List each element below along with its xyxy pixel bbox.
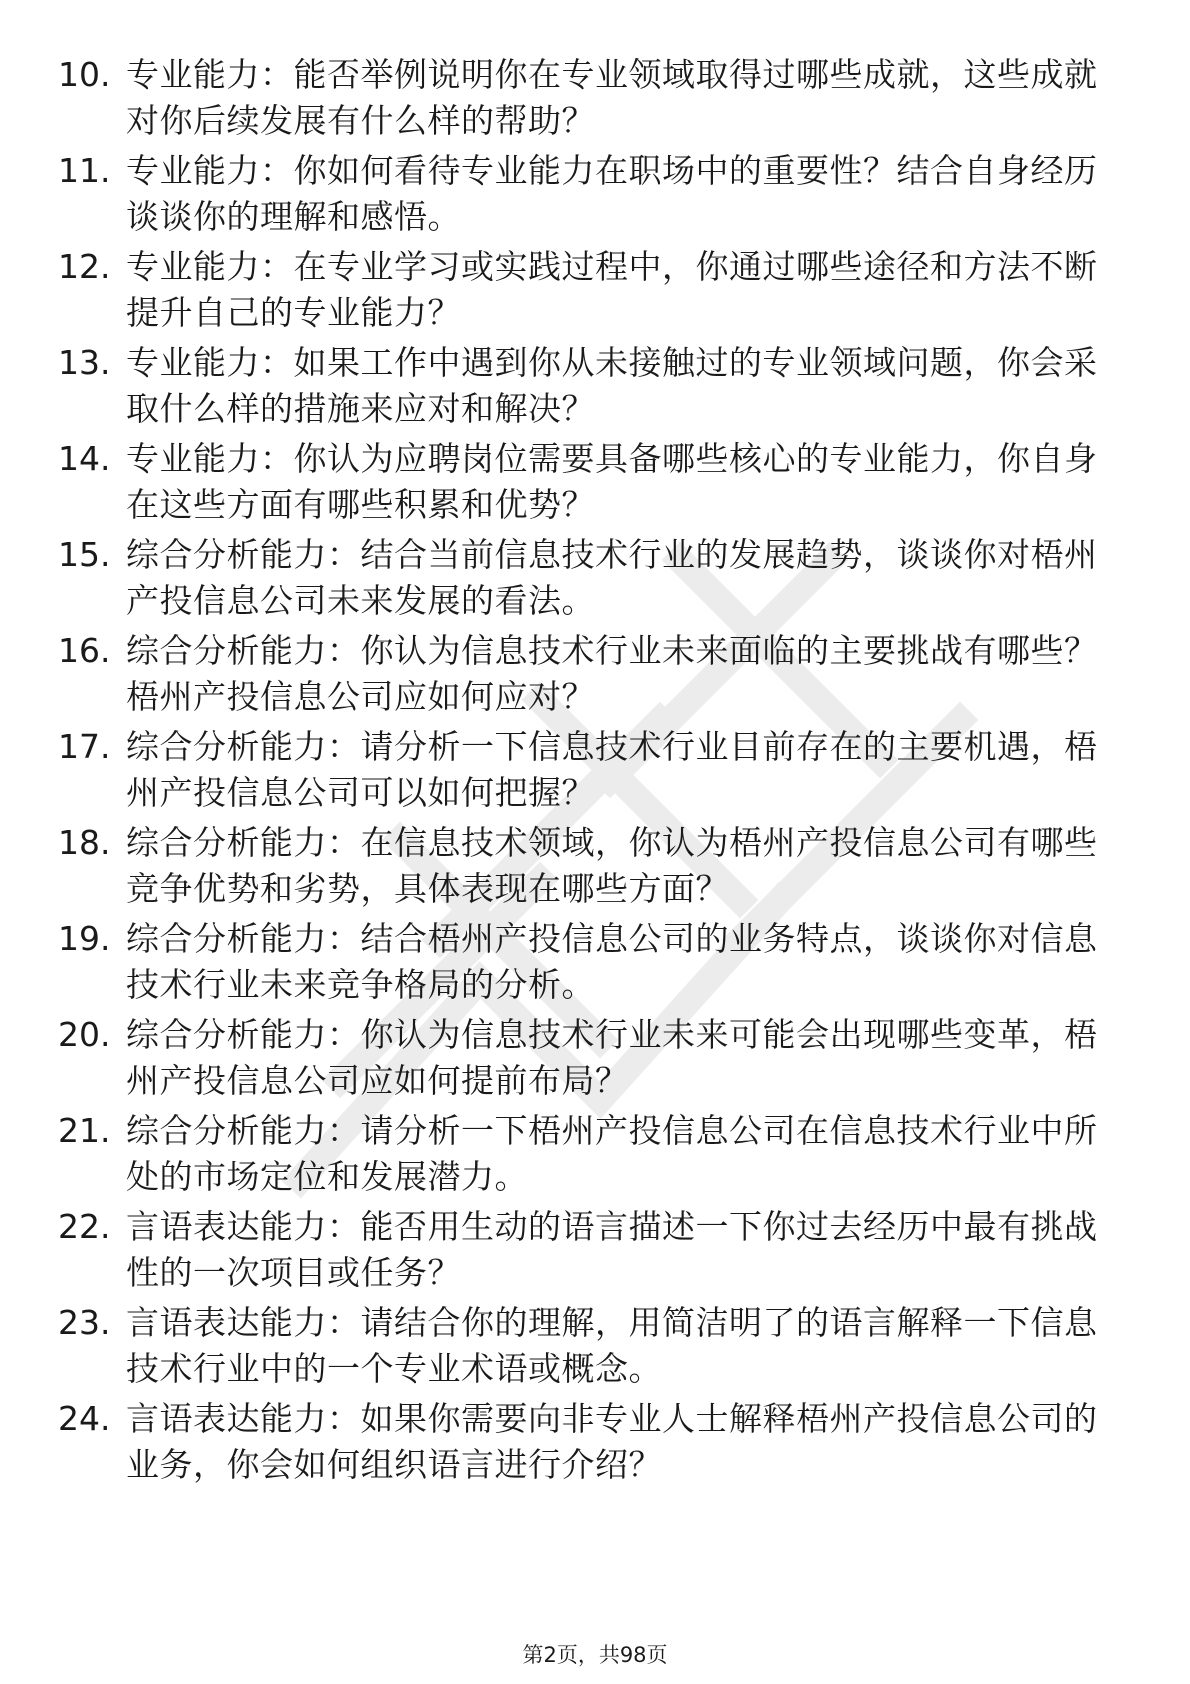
question-number: 20. — [58, 1015, 111, 1054]
list-item — [58, 1108, 1138, 1204]
list-item — [58, 724, 1138, 820]
question-text: 综合分析能力：请分析一下信息技术行业目前存在的主要机遇，梧州产投信息公司可以如何把握？ — [126, 727, 1098, 812]
question-number: 22. — [58, 1207, 111, 1246]
question-text: 专业能力：在专业学习或实践过程中，你通过哪些途径和方法不断提升自己的专业能力？ — [126, 247, 1098, 332]
question-number: 13. — [58, 343, 111, 382]
question-number: 11. — [58, 151, 111, 190]
question-text: 专业能力：你认为应聘岗位需要具备哪些核心的专业能力，你自身在这些方面有哪些积累和优势？ — [126, 439, 1098, 524]
question-number: 24. — [58, 1399, 111, 1438]
list-item — [58, 244, 1138, 340]
page-number-label: 第2页，共98页 — [522, 1643, 668, 1667]
question-number: 12. — [58, 247, 111, 286]
question-number: 17. — [58, 727, 111, 766]
page-footer — [0, 1639, 1190, 1669]
question-text: 专业能力：你如何看待专业能力在职场中的重要性？结合自身经历谈谈你的理解和感悟。 — [126, 151, 1098, 236]
list-item — [58, 148, 1138, 244]
list-item — [58, 1300, 1138, 1396]
question-text: 专业能力：能否举例说明你在专业领域取得过哪些成就，这些成就对你后续发展有什么样的帮助？ — [126, 55, 1098, 140]
question-number: 19. — [58, 919, 111, 958]
list-item — [58, 52, 1138, 148]
question-number: 23. — [58, 1303, 111, 1342]
list-item — [58, 1204, 1138, 1300]
question-number: 15. — [58, 535, 111, 574]
list-item — [58, 532, 1138, 628]
list-item — [58, 1396, 1138, 1492]
question-list — [58, 52, 1138, 1492]
question-number: 10. — [58, 55, 111, 94]
list-item — [58, 916, 1138, 1012]
list-item — [58, 628, 1138, 724]
question-number: 16. — [58, 631, 111, 670]
question-text: 综合分析能力：结合当前信息技术行业的发展趋势，谈谈你对梧州产投信息公司未来发展的看法。 — [126, 535, 1098, 620]
list-item — [58, 820, 1138, 916]
question-text: 综合分析能力：你认为信息技术行业未来面临的主要挑战有哪些？梧州产投信息公司应如何应对？ — [126, 631, 1098, 716]
list-item — [58, 436, 1138, 532]
question-number: 14. — [58, 439, 111, 478]
question-text: 言语表达能力：请结合你的理解，用简洁明了的语言解释一下信息技术行业中的一个专业术语或概念。 — [126, 1303, 1098, 1388]
question-text: 综合分析能力：结合梧州产投信息公司的业务特点，谈谈你对信息技术行业未来竞争格局的分析。 — [126, 919, 1098, 1004]
list-item — [58, 340, 1138, 436]
question-text: 言语表达能力：能否用生动的语言描述一下你过去经历中最有挑战性的一次项目或任务？ — [126, 1207, 1098, 1292]
question-text: 言语表达能力：如果你需要向非专业人士解释梧州产投信息公司的业务，你会如何组织语言进行介绍？ — [126, 1399, 1098, 1484]
question-text: 专业能力：如果工作中遇到你从未接触过的专业领域问题，你会采取什么样的措施来应对和解决？ — [126, 343, 1098, 428]
question-number: 18. — [58, 823, 111, 862]
question-text: 综合分析能力：你认为信息技术行业未来可能会出现哪些变革，梧州产投信息公司应如何提前布局？ — [126, 1015, 1098, 1100]
question-text: 综合分析能力：请分析一下梧州产投信息公司在信息技术行业中所处的市场定位和发展潜力。 — [126, 1111, 1098, 1196]
list-item — [58, 1012, 1138, 1108]
question-number: 21. — [58, 1111, 111, 1150]
question-text: 综合分析能力：在信息技术领域，你认为梧州产投信息公司有哪些竞争优势和劣势，具体表现在哪些方面？ — [126, 823, 1098, 908]
